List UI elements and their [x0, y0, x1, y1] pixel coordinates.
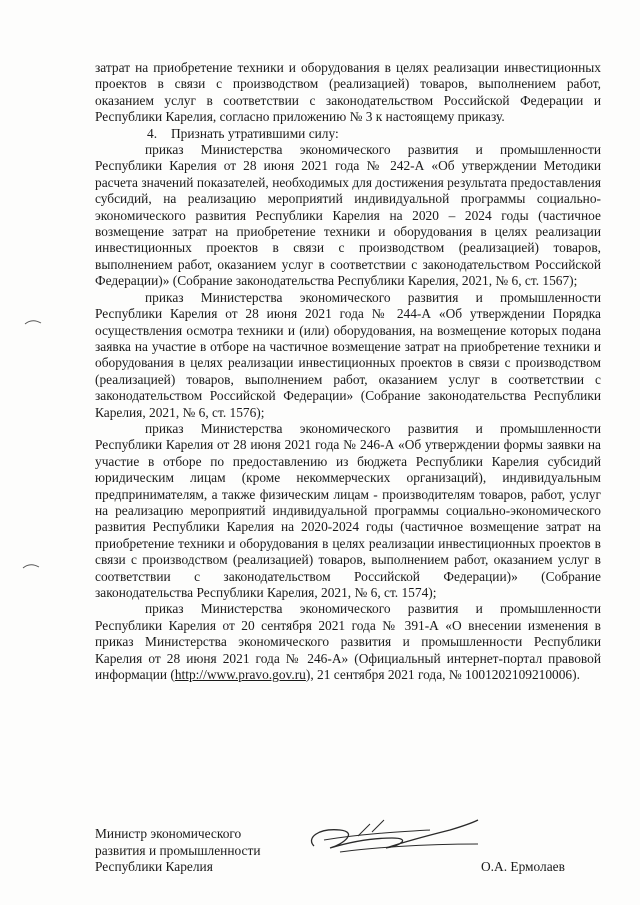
repealed-order-242: приказ Министерства экономического развития и промышленности Республики Карелия от 28 июня 2021 года № 242-А «Об утверждении Методики расчета значений показателей, необходимых для достижения результата предоставления субсидий, на реализацию мероприятий индивидуальной программы социально-экономического развития Республики Карелия на 2020 – 2024 годы (частичное возмещение затрат на приобретение техники и оборудования в целях реализации инвестиционных проектов в связи с производством (реализацией) товаров, выполнением работ, оказанием услуг в соответствии с законодательством Российской Федерации)» (Собрание законодательства Республики Карелия, 2021, № 6, ст. 1567);	[95, 142, 601, 289]
signatory-name: О.А. Ермолаев	[481, 859, 565, 874]
order-body	[95, 60, 601, 683]
repealed-order-246: приказ Министерства экономического развития и промышленности Республики Карелия от 28 июня 2021 года № 246-А «Об утверждении формы заявки на участие в отборе по предоставлению из бюджета Республики Карелия субсидий юридическим лицам (кроме некоммерческих организаций), индивидуальным предпринимателям, а также физическим лицам - производителям товаров, работ, услуг на реализацию мероприятий индивидуальной программы социально-экономического развития Республики Карелия на 2020-2024 годы (частичное возмещение затрат на приобретение техники и оборудования в целях реализации инвестиционных проектов в связи с производством (реализацией) товаров, выполнением работ, оказанием услуг в соответствии с законодательством Российской Федерации)» (Собрание законодательства Республики Карелия, 2021, № 6, ст. 1574);	[95, 420, 601, 600]
handwritten-signature	[300, 808, 480, 860]
order-391-text: приказ Министерства экономического развития и промышленности Республики Карелия от 20 сентября 2021 года № 391-А «О внесении изменения в приказ Министерства экономического развития и промышленности Республики Карелия от 28 июня 2021 года № 246-А» (Официальный интернет-портал правовой информации (	[95, 601, 601, 683]
item-4	[95, 126, 601, 142]
position-line-3: Республики Карелия	[95, 859, 213, 874]
repealed-order-244: приказ Министерства экономического развития и промышленности Республики Карелия от 28 июня 2021 года № 244-А «Об утверждении Порядка осуществления осмотра техники и (или) оборудования, на возмещение которых подана заявка на участие в отборе на частичное возмещение затрат на приобретение техники и оборудования в целях реализации инвестиционных проектов в связи с производством (реализацией) товаров, выполнением работ, оказанием услуг в соответствии с законодательством Российской Федерации» (Собрание законодательства Республики Карелия, 2021, № 6, ст. 1576);	[95, 289, 601, 420]
continuation-paragraph: затрат на приобретение техники и оборудования в целях реализации инвестиционных проектов в связи с производством (реализацией) товаров, выполнением работ, оказанием услуг в соответствии с законодательством Российской Федерации и Республики Карелия, согласно приложению № 3 к настоящему приказу.	[95, 60, 601, 125]
position-line-1: Министр экономического	[95, 826, 242, 841]
left-margin-mark-lower	[22, 562, 40, 570]
order-391-tail: ), 21 сентября 2021 года, № 1001202109210006).	[305, 667, 580, 683]
item-4-text: Признать утратившими силу:	[171, 125, 339, 141]
item-4-number: 4.	[147, 125, 158, 141]
signatory-position	[95, 826, 261, 876]
repealed-order-391	[95, 601, 601, 683]
left-margin-mark-upper	[24, 318, 42, 326]
pravo-portal-link[interactable]: http://www.pravo.gov.ru	[174, 667, 306, 683]
position-line-2: развития и промышленности	[95, 842, 261, 858]
